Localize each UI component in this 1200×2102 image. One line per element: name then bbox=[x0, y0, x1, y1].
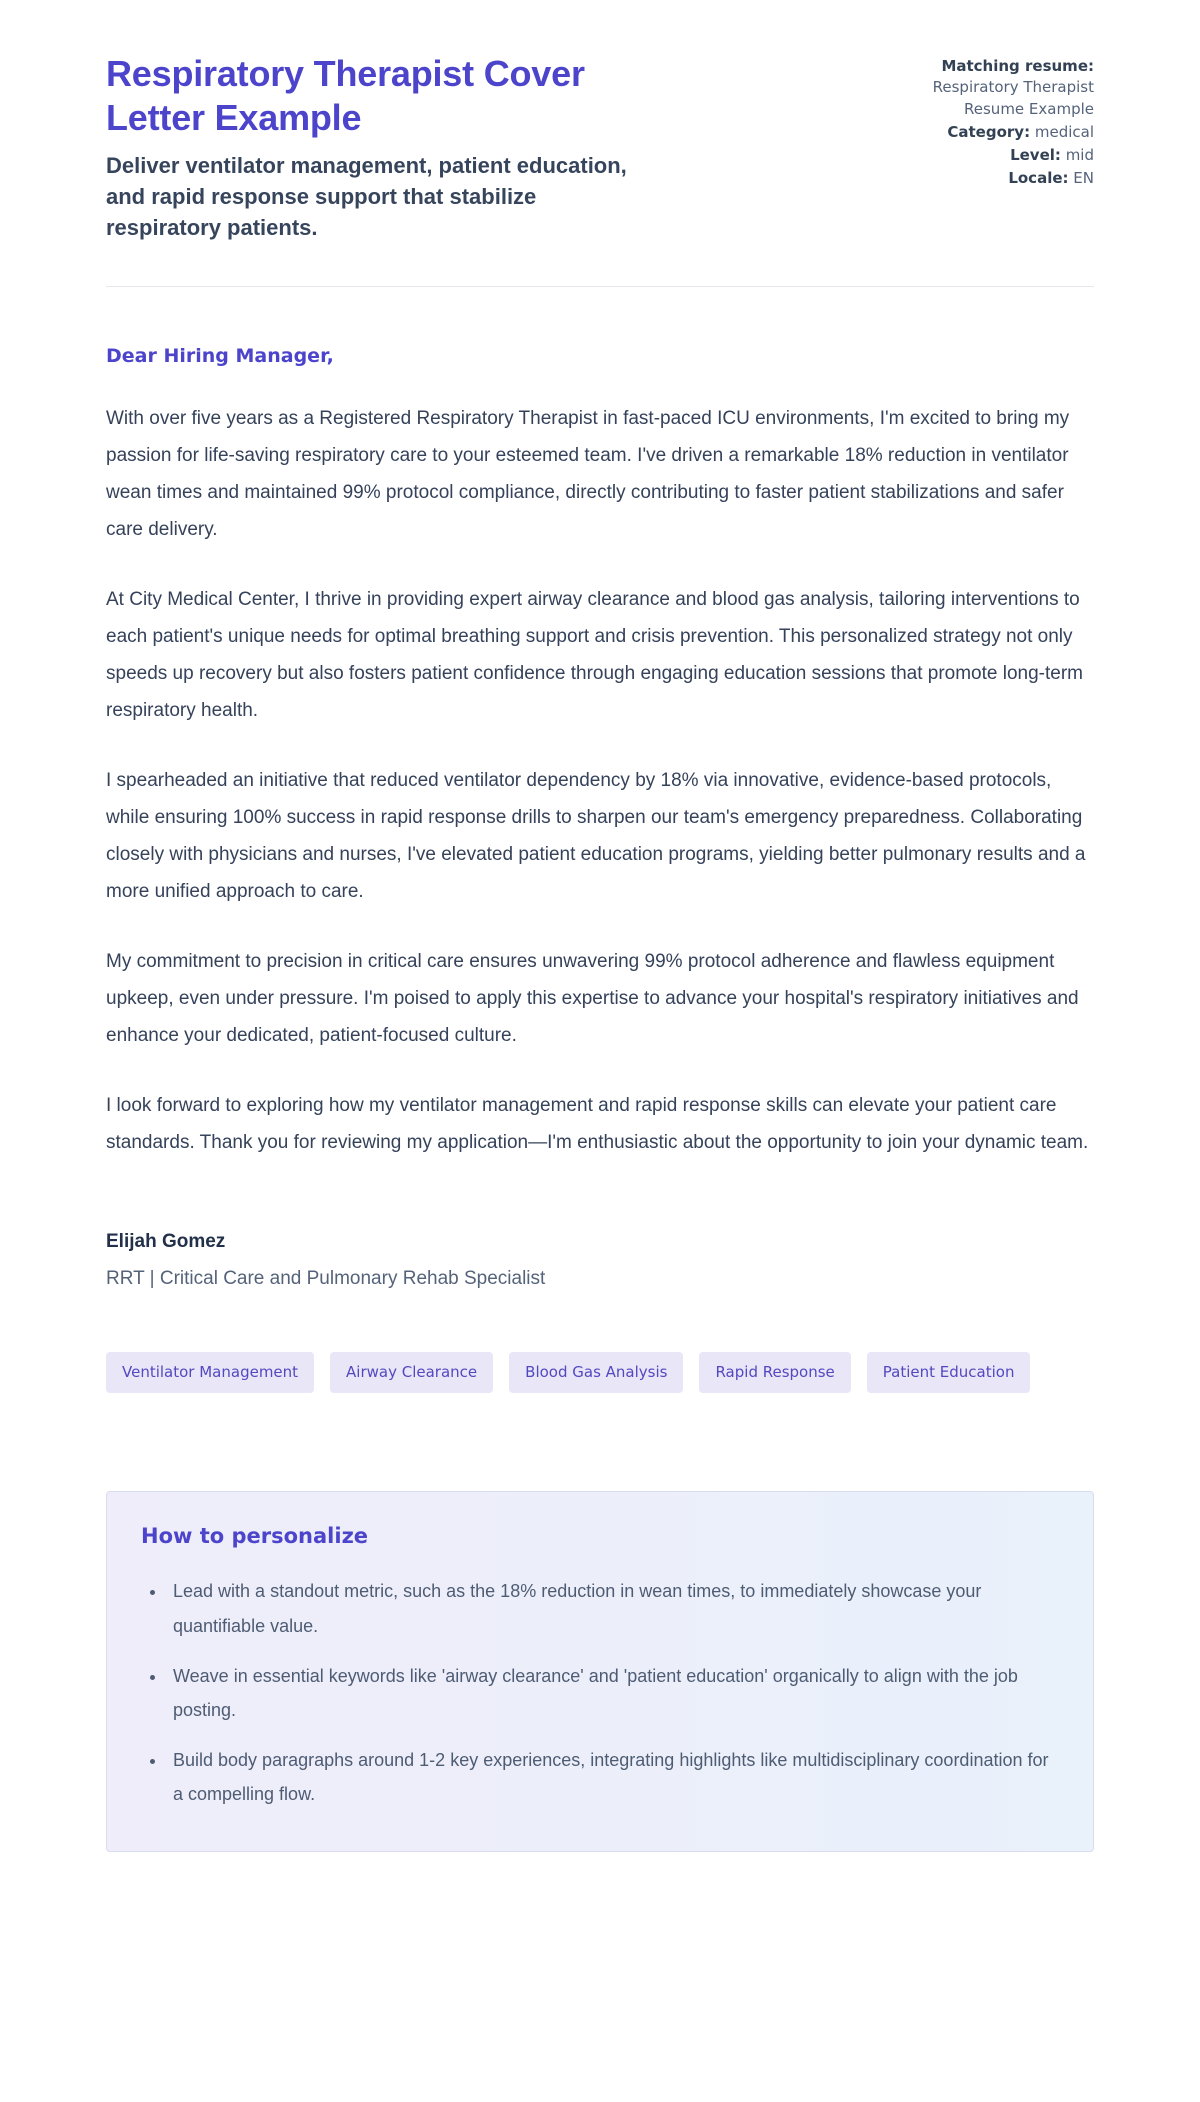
skill-tag: Blood Gas Analysis bbox=[509, 1352, 683, 1393]
letter-paragraph: At City Medical Center, I thrive in providing expert airway clearance and blood gas analysis, tailoring interventions to each patient's unique needs for optimal breathing support and crisis prevention. This personalized strategy not only speeds up recovery but also fosters patient confidence through engaging education sessions that promote long-term respiratory health. bbox=[106, 588, 1083, 721]
skill-tag: Patient Education bbox=[867, 1352, 1031, 1393]
level-row bbox=[882, 145, 1094, 166]
category-value: medical bbox=[1034, 122, 1094, 141]
matching-resume-value: Respiratory Therapist Resume Example bbox=[932, 78, 1094, 118]
matching-resume-label: Matching resume: bbox=[941, 57, 1094, 75]
skill-tag-list bbox=[106, 1352, 1094, 1393]
letter-paragraph: My commitment to precision in critical care ensures unwavering 99% protocol adherence and flawless equipment upkeep, even under pressure. I'm poised to apply this expertise to advance your hospital's respiratory initiatives and enhance your dedicated, patient-focused culture. bbox=[106, 951, 1079, 1047]
skill-tag: Rapid Response bbox=[699, 1352, 850, 1393]
level-label: Level: bbox=[1010, 146, 1061, 165]
matching-resume-row bbox=[882, 56, 1094, 120]
cover-letter-body bbox=[106, 345, 1094, 1291]
resume-meta bbox=[882, 52, 1094, 192]
personalize-tip: • Lead with a standout metric, such as the 18% reduction in wean times, to immediately showcase your quantifiable value. bbox=[167, 1574, 1059, 1642]
header-divider bbox=[106, 286, 1094, 287]
letter-paragraph: I look forward to exploring how my ventilator management and rapid response skills can elevate your patient care standards. Thank you for reviewing my application—I'm enthusiastic about the opportunity to join your dynamic team. bbox=[106, 1095, 1089, 1154]
personalize-tip: • Build body paragraphs around 1-2 key experiences, integrating highlights like multidisciplinary coordination for a compelling flow. bbox=[167, 1743, 1059, 1811]
personalize-heading: How to personalize bbox=[141, 1524, 369, 1549]
skill-tag: Ventilator Management bbox=[106, 1352, 314, 1393]
personalize-tip: • Weave in essential keywords like 'airway clearance' and 'patient education' organically to align with the job posting. bbox=[167, 1659, 1059, 1727]
signature-role: RRT | Critical Care and Pulmonary Rehab Specialist bbox=[106, 1268, 546, 1290]
letter-paragraph: I spearheaded an initiative that reduced ventilator dependency by 18% via innovative, evidence-based protocols, while ensuring 100% success in rapid response drills to sharpen our team's emergency preparedness. Collaborating closely with physicians and nurses, I've elevated patient education programs, yielding better pulmonary results and a more unified approach to care. bbox=[106, 769, 1086, 903]
personalize-tip-list bbox=[141, 1574, 1059, 1811]
locale-label: Locale: bbox=[1008, 169, 1069, 188]
locale-row bbox=[882, 168, 1094, 189]
level-value: mid bbox=[1065, 146, 1094, 165]
page-container bbox=[106, 0, 1094, 1878]
category-row bbox=[882, 122, 1094, 143]
signature-name: Elijah Gomez bbox=[106, 1231, 226, 1253]
page-header bbox=[106, 52, 1094, 244]
personalize-box bbox=[106, 1491, 1094, 1852]
title-block bbox=[106, 52, 671, 244]
letter-greeting: Dear Hiring Manager, bbox=[106, 344, 334, 367]
category-label: Category: bbox=[947, 122, 1031, 141]
letter-paragraph: With over five years as a Registered Respiratory Therapist in fast-paced ICU environments, I'm excited to bring my passion for life-saving respiratory care to your esteemed team. I've driven a remarkable 18% reduction in ventilator wean times and maintained 99% protocol compliance, directly contributing to faster patient stabilizations and safer care delivery. bbox=[106, 407, 1070, 540]
skill-tag: Airway Clearance bbox=[330, 1352, 493, 1393]
locale-value: EN bbox=[1073, 169, 1094, 188]
page-subtitle: Deliver ventilator management, patient education, and rapid response support that stabilize respiratory patients. bbox=[106, 152, 627, 241]
page-title: Respiratory Therapist Cover Letter Example bbox=[106, 53, 585, 138]
